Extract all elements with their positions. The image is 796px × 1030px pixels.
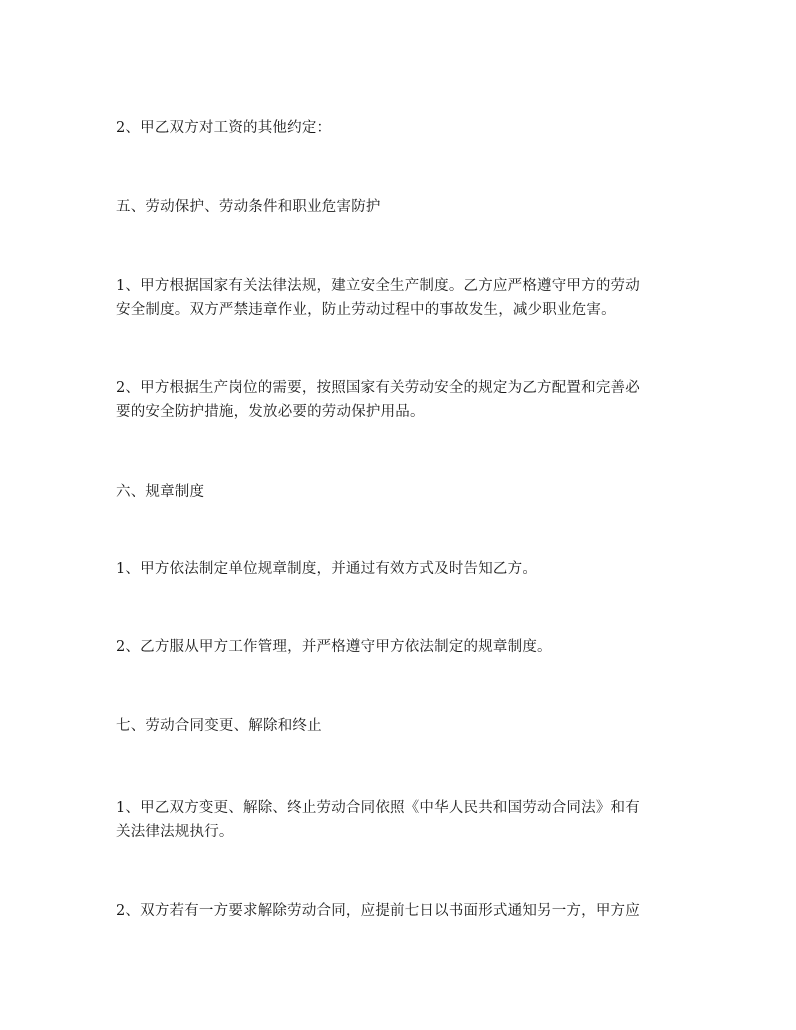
text-line: 安全制度。双方严禁违章作业，防止劳动过程中的事故发生，减少职业危害。 [116, 302, 616, 318]
text-line: 五、劳动保护、劳动条件和职业危害防护 [116, 199, 381, 215]
section-heading-labor-protection [116, 195, 676, 219]
text-line: 1、甲方依法制定单位规章制度，并通过有效方式及时告知乙方。 [116, 561, 538, 577]
text-line: 1、甲方根据国家有关法律法规，建立安全生产制度。乙方应严格遵守甲方的劳动 [116, 278, 640, 294]
text-line: 关法律法规执行。 [116, 824, 234, 840]
clause-termination-notice [116, 899, 676, 923]
clause-protective-equipment [116, 376, 676, 424]
text-line: 2、乙方服从甲方工作管理，并严格遵守甲方依法制定的规章制度。 [116, 639, 552, 655]
section-heading-rules [116, 480, 676, 504]
clause-rules-compliance [116, 635, 676, 659]
text-line: 2、甲乙双方对工资的其他约定： [116, 120, 332, 136]
text-line: 1、甲乙双方变更、解除、终止劳动合同依照《中华人民共和国劳动合同法》和有 [116, 800, 640, 816]
text-line: 七、劳动合同变更、解除和终止 [116, 718, 322, 734]
section-heading-contract-change [116, 714, 676, 738]
text-line: 六、规章制度 [116, 484, 205, 500]
clause-wage-other-agreement [116, 116, 676, 140]
clause-contract-change-law [116, 796, 676, 844]
clause-rules-notification [116, 557, 676, 581]
clause-safety-system [116, 274, 676, 322]
text-line: 2、甲方根据生产岗位的需要，按照国家有关劳动安全的规定为乙方配置和完善必 [116, 380, 640, 396]
text-line: 2、双方若有一方要求解除劳动合同，应提前七日以书面形式通知另一方，甲方应 [116, 903, 640, 919]
text-line: 要的安全防护措施，发放必要的劳动保护用品。 [116, 404, 425, 420]
